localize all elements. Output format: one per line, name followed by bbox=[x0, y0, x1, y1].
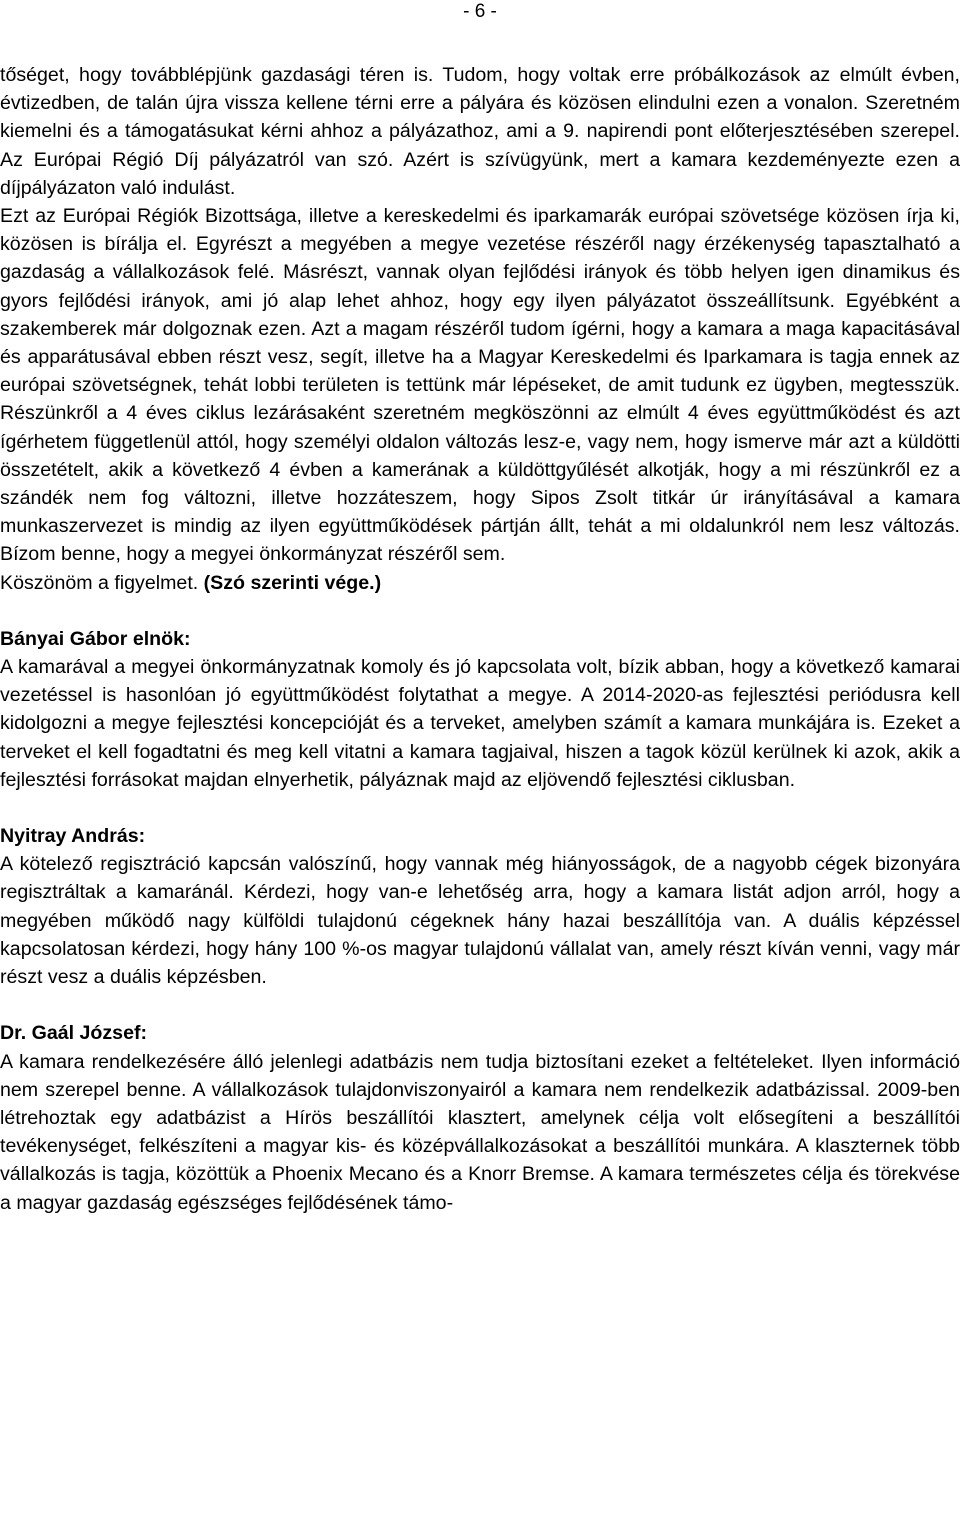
speaker-name: Bányai Gábor elnök: bbox=[0, 627, 191, 650]
speech-section bbox=[0, 822, 960, 991]
document-body bbox=[0, 61, 960, 1217]
spacer bbox=[0, 794, 960, 822]
speaker-name: Dr. Gaál József: bbox=[0, 1022, 148, 1045]
speech-text: A kamara rendelkezésére álló jelenlegi adatbázis nem tudja biztosítani ezeket a feltételeket. Ilyen információ nem szerepel benne. A vállalkozások tulajdonviszonyairól a kamara nem rendelkezik adatbázissal. 2009-ben létrehoztak egy adatbázist a Hírös beszállítói klasztert, amelynek célja volt elősegíteni a beszállítói tevékenységet, felkészíteni a magyar kis- és középvállalkozásokat a beszállítói munkára. A klaszternek több vállalkozás is tagja, közöttük a Phoenix Mecano és a Knorr Bremse. A kamara természetes célja és törekvése a magyar gazdaság egészséges fejlődésének támo- bbox=[0, 1050, 960, 1214]
speech-section bbox=[0, 625, 960, 794]
page-number: - 6 - bbox=[463, 1, 497, 22]
spacer bbox=[0, 597, 960, 625]
intro-paragraph-2: Ezt az Európai Régiók Bizottsága, illetve a kereskedelmi és iparkamarák európai szövetsége közösen írja ki, közösen is bírálja el. Egyrészt a megyében a megye vezetése részéről nagy érzékenység tapasztalható a gazdaság a vállalkozások felé. Másrészt, vannak olyan fejlődési irányok és több helyen igen dinamikus és gyors fejlődési irányok, ami jó alap lehet ahhoz, hogy egy ilyen pályázatot összeállítsunk. Egyébként a szakemberek már dolgoznak ezen. Azt a magam részéről tudom ígérni, hogy a kamara a maga kapacitásával és apparátusával ebben részt vesz, segít, illetve ha a Magyar Kereskedelmi és Iparkamara is tagja ennek az európai szövetségnek, tehát lobbi területen is tettünk már lépéseket, de amit tudunk ez ügyben, megtesszük. Részünkről a 4 éves ciklus lezárásaként szeretném megköszönni az elmúlt 4 éves együttműködést és azt ígérhetem függetlenül attól, hogy személyi oldalon változás lesz-e, vagy nem, hogy ismerve már azt a küldötti összetételt, akik a következő 4 évben a kamerának a küldöttgyűlését alkotják, hogy a mi részünkről ez a szándék nem fog változni, illetve hozzáteszem, hogy Sipos Zsolt titkár úr irányításával a kamara munkaszervezet is mindig az ilyen együttműködések pártján állt, tehát a mi oldalunkról nem lesz változás. Bízom benne, hogy a megyei önkormányzat részéről sem. bbox=[0, 205, 960, 566]
closing-text: Köszönöm a figyelmet. bbox=[0, 571, 204, 594]
closing-note: (Szó szerinti vége.) bbox=[203, 571, 382, 594]
speaker-name: Nyitray András: bbox=[0, 825, 146, 848]
speech-text: A kamarával a megyei önkormányzatnak komoly és jó kapcsolata volt, bízik abban, hogy a következő kamarai vezetéssel is hasonlóan jó együttműködést folytathat a megye. A 2014-2020-as fejlesztési periódusra kell kidolgozni a megye fejlesztési koncepcióját és a terveket, amelyben számít a kamara munkájára is. Ezeket a terveket el kell fogadtatni és meg kell vitatni a kamara tagjaival, hiszen a tagok közül kerülnek ki azok, akik a fejlesztési forrásokat majdan elnyerhetik, pályáznak majd az eljövendő fejlesztési ciklusban. bbox=[0, 656, 960, 791]
speech-section bbox=[0, 1019, 960, 1216]
speech-text: A kötelező regisztráció kapcsán valószínű, hogy vannak még hiányosságok, de a nagyobb cégek bizonyára regisztráltak a kamaránál. Kérdezi, hogy van-e lehetőség arra, hogy a kamara listát adjon arról, hogy a megyében működő nagy külföldi tulajdonú cégeknek hány hazai beszállítója van. A duális képzéssel kapcsolatosan kérdezi, hogy hány 100 %-os magyar tulajdonú vállalat van, amely részt kíván venni, vagy már részt vesz a duális képzésben. bbox=[0, 853, 960, 989]
intro-paragraph: tőséget, hogy továbblépjünk gazdasági téren is. Tudom, hogy voltak erre próbálkozások az elmúlt évben, évtizedben, de talán újra vissza kellene térni erre a pályára és közösen elindulni ezen a vonalon. Szeretném kiemelni és a támogatásukat kérni ahhoz a pályázathoz, ami a 9. napirendi pont előterjesztésében szerepel. Az Európai Régió Díj pályázatról van szó. Azért is szívügyünk, mert a kamara kezdeményezte ezen a díjpályázaton való indulást. bbox=[0, 64, 960, 199]
spacer bbox=[0, 991, 960, 1019]
closing-line bbox=[0, 569, 960, 597]
